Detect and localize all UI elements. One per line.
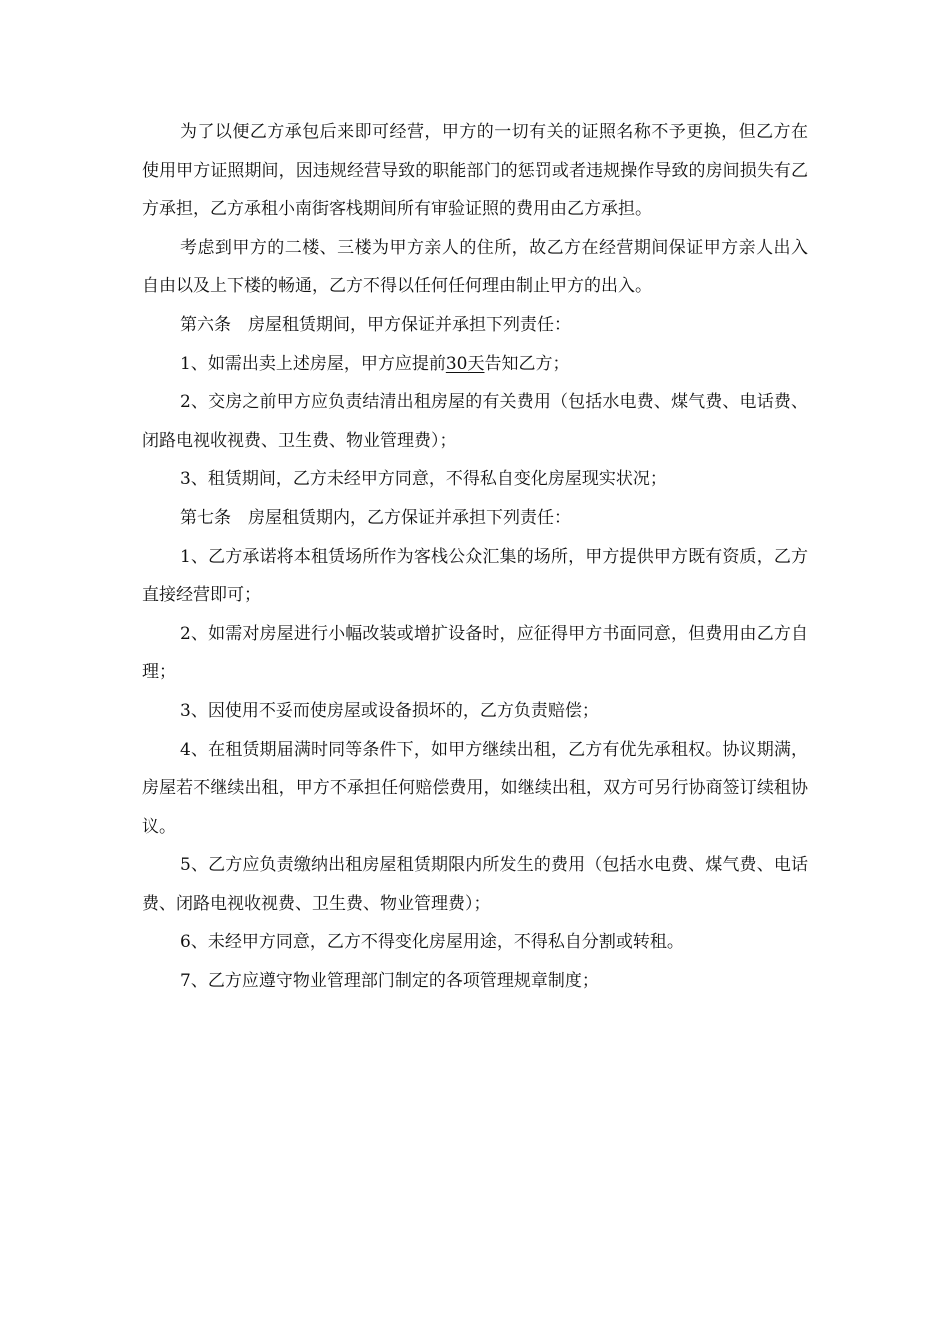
paragraph-family-access: 考虑到甲方的二楼、三楼为甲方亲人的住所，故乙方在经营期间保证甲方亲人出入自由以及上下楼的畅通，乙方不得以任何任何理由制止甲方的出入。 [142, 237, 808, 297]
article-six-item-1 [142, 345, 808, 384]
article-seven-item-3: 3、因使用不妥而使房屋或设备损坏的，乙方负责赔偿； [180, 700, 599, 721]
article-six-item-2: 2、交房之前甲方应负责结清出租房屋的有关费用（包括水电费、煤气费、电话费、闭路电视收视费、卫生费、物业管理费）； [142, 392, 808, 451]
article-seven-item-5: 5、乙方应负责缴纳出租房屋租赁期限内所发生的费用（包括水电费、煤气费、电话费、闭路电视收视费、卫生费、物业管理费）； [142, 855, 808, 914]
article-seven-heading: 第七条 房屋租赁期内，乙方保证并承担下列责任： [180, 507, 571, 528]
article-six-item-3: 3、租赁期间，乙方未经甲方同意，不得私自变化房屋现实状况； [180, 469, 667, 490]
item-text: 告知乙方； [484, 353, 570, 374]
article-seven-item-4: 4、在租赁期届满时同等条件下，如甲方继续出租，乙方有优先承租权。协议期满，房屋若不继续出租，甲方不承担任何赔偿费用，如继续出租，双方可另行协商签订续租协议。 [142, 739, 808, 837]
item-text: 1、如需出卖上述房屋，甲方应提前 [180, 353, 446, 374]
article-seven-item-2: 2、如需对房屋进行小幅改装或增扩设备时，应征得甲方书面同意，但费用由乙方自理； [142, 623, 808, 683]
article-seven-item-1: 1、乙方承诺将本租赁场所作为客栈公众汇集的场所，甲方提供甲方既有资质，乙方直接经营即可； [142, 546, 808, 606]
paragraph-license: 为了以便乙方承包后来即可经营，甲方的一切有关的证照名称不予更换，但乙方在使用甲方证照期间，因违规经营导致的职能部门的惩罚或者违规操作导致的房间损失有乙方承担，乙方承租小南街客栈期间所有审验证照的费用由乙方承担。 [142, 122, 808, 220]
notice-days: 30天 [445, 353, 485, 374]
article-seven-item-6: 6、未经甲方同意，乙方不得变化房屋用途，不得私自分割或转租。 [180, 932, 684, 953]
article-six-heading: 第六条 房屋租赁期间，甲方保证并承担下列责任： [180, 314, 571, 335]
article-seven-item-7: 7、乙方应遵守物业管理部门制定的各项管理规章制度； [180, 971, 599, 992]
